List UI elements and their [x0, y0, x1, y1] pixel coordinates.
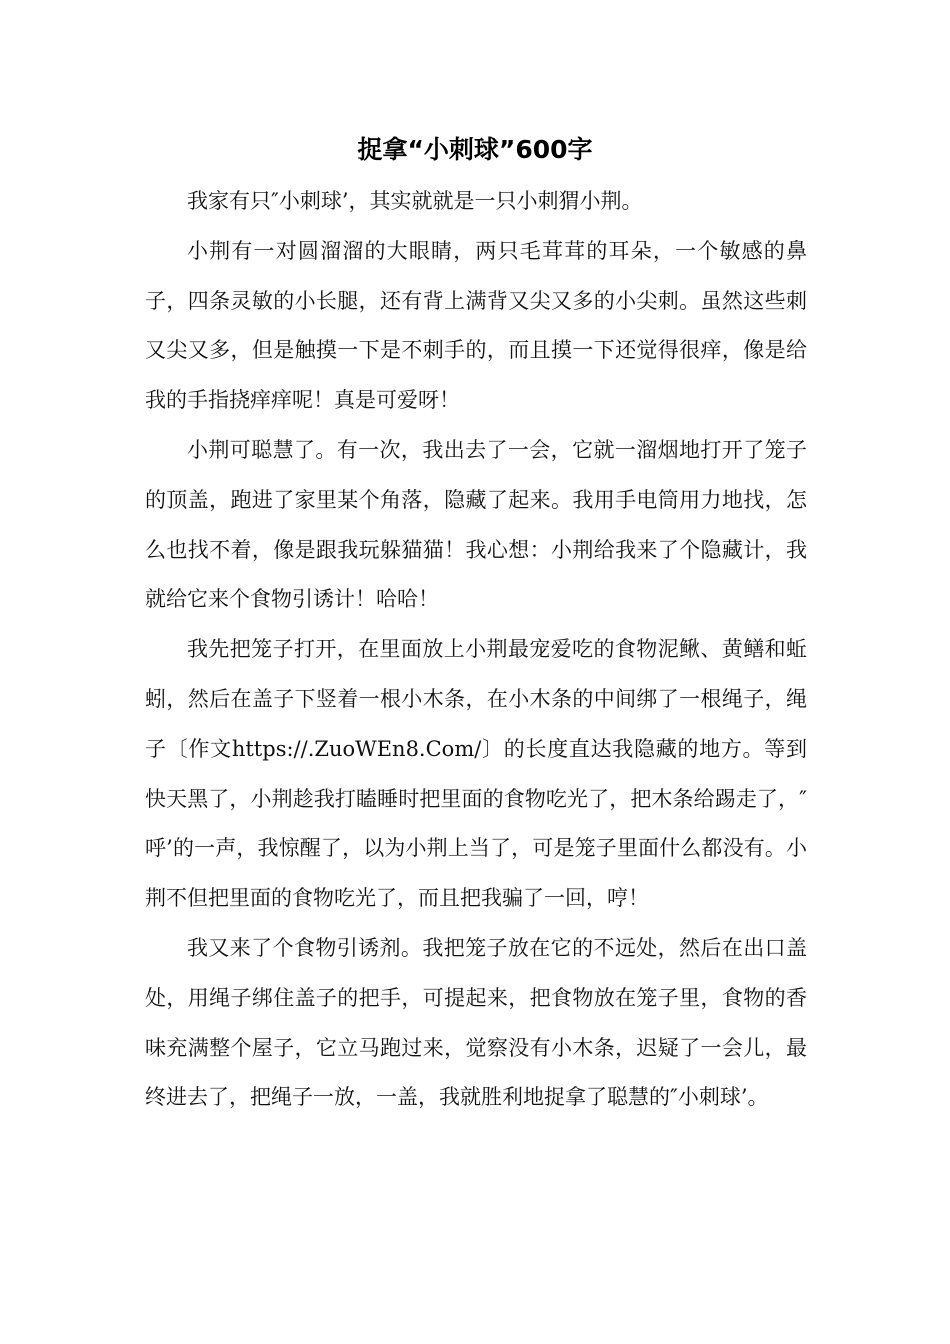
paragraph: 小荆有一对圆溜溜的大眼睛，两只毛茸茸的耳朵，一个敏感的鼻子，四条灵敏的小长腿，还有背上满背又尖又多的小尖刺。虽然这些刺又尖又多，但是触摸一下是不刺手的，而且摸一下还觉得很痒，像是给我的手指挠痒痒呢！真是可爱呀！	[145, 238, 807, 413]
document-title: 捉拿“小刺球”600字	[357, 135, 593, 164]
paragraph: 小荆可聪慧了。有一次，我出去了一会，它就一溜烟地打开了笼子的顶盖，跑进了家里某个角落，隐藏了起来。我用手电筒用力地找，怎么也找不着，像是跟我玩躲猫猫！我心想：小荆给我来了个隐藏计，我就给它来个食物引诱计！哈哈！	[145, 437, 807, 612]
paragraph: 我家有只″小刺球’，其实就就是一只小刺猬小荆。	[187, 189, 643, 213]
document-body	[145, 177, 807, 1123]
paragraph: 我先把笼子打开，在里面放上小荆最宠爱吃的食物泥鳅、黄鳝和蚯蚓，然后在盖子下竖着一根小木条，在小木条的中间绑了一根绳子，绳子〔作文https://.ZuoWEn8.Com/〕的长度直达我隐藏的地方。等到快天黑了，小荆趁我打瞌睡时把里面的食物吃光了，把木条给踢走了，″呼’的一声，我惊醒了，以为小荆上当了，可是笼子里面什么都没有。小荆不但把里面的食物吃光了，而且把我骗了一回，哼！	[145, 637, 807, 911]
paragraph: 我又来了个食物引诱剂。我把笼子放在它的不远处，然后在出口盖处，用绳子绑住盖子的把手，可提起来，把食物放在笼子里，食物的香味充满整个屋子，它立马跑过来，觉察没有小木条，迟疑了一会儿，最终进去了，把绳子一放，一盖，我就胜利地捉拿了聪慧的″小刺球’。	[145, 935, 807, 1110]
